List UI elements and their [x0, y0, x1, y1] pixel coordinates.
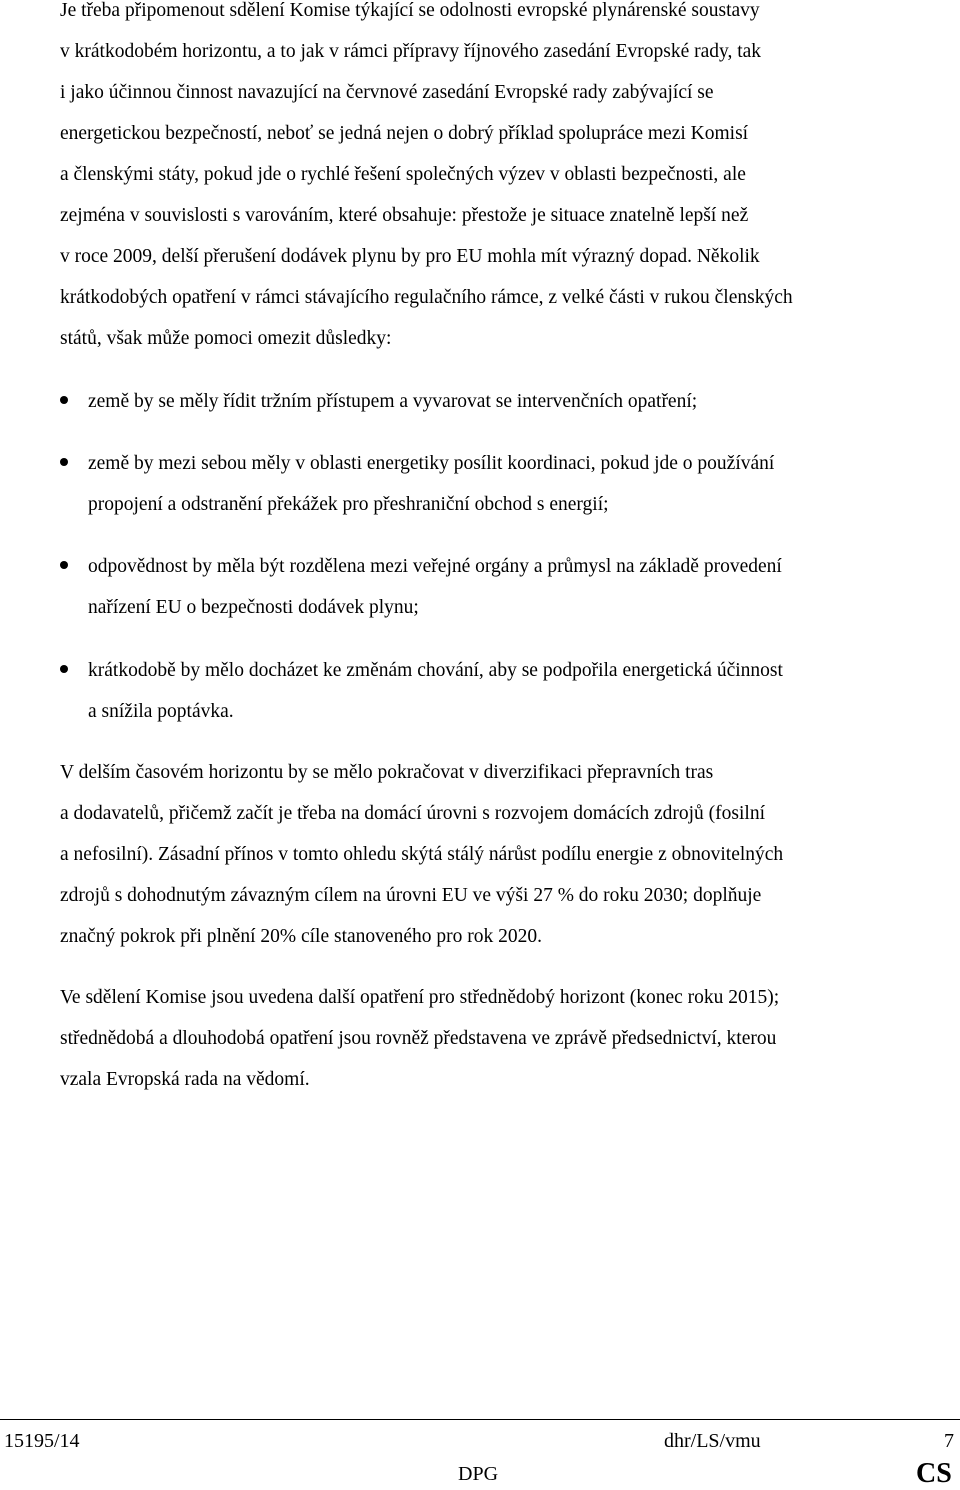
paragraph-line: a členskými státy, pokud jde o rychlé řešení společných výzev v oblasti bezpečnosti, ale	[60, 164, 746, 185]
document-number: 15195/14	[4, 1430, 80, 1452]
paragraph-line: V delším časovém horizontu by se mělo pokračovat v diverzifikaci přepravních tras	[60, 762, 714, 783]
paragraph-line: v krátkodobém horizontu, a to jak v rámci přípravy říjnového zasedání Evropské rady, tak	[60, 41, 762, 62]
paragraph-line: střednědobá a dlouhodobá opatření jsou rovněž představena ve zprávě předsednictví, kterou	[60, 1028, 777, 1049]
paragraph-line: zejména v souvislosti s varováním, které obsahuje: přestože je situace znatelně lepší než	[60, 205, 749, 226]
bullet-line: propojení a odstranění překážek pro přeshraniční obchod s energií;	[88, 494, 609, 515]
paragraph-line: a nefosilní). Zásadní přínos v tomto ohledu skýtá stálý nárůst podílu energie z obnovitelných	[60, 844, 784, 865]
paragraph-line: států, však může pomoci omezit důsledky:	[60, 328, 392, 349]
paragraph-1	[60, 0, 952, 359]
bullet-icon	[60, 396, 68, 404]
bullet-line: nařízení EU o bezpečnosti dodávek plynu;	[88, 597, 419, 618]
paragraph-line: Je třeba připomenout sdělení Komise týkající se odolnosti evropské plynárenské soustavy	[60, 0, 760, 21]
language-code: CS	[916, 1458, 952, 1489]
paragraph-3	[60, 977, 952, 1100]
paragraph-line: krátkodobých opatření v rámci stávajícího regulačního rámce, z velké části v rukou členských	[60, 287, 793, 308]
page-number: 7	[944, 1430, 954, 1452]
paragraph-line: zdrojů s dohodnutým závazným cílem na úrovni EU ve výši 27 % do roku 2030; doplňuje	[60, 885, 762, 906]
bullet-icon	[60, 561, 68, 569]
bullet-line: a snížila poptávka.	[88, 701, 234, 722]
author-initials: dhr/LS/vmu	[664, 1430, 761, 1452]
paragraph-line: i jako účinnou činnost navazující na červnové zasedání Evropské rady zabývající se	[60, 82, 714, 103]
paragraph-line: vzala Evropská rada na vědomí.	[60, 1069, 310, 1090]
bullet-icon	[60, 665, 68, 673]
bullet-line: země by mezi sebou měly v oblasti energetiky posílit koordinaci, pokud jde o používání	[88, 453, 775, 474]
paragraph-2	[60, 752, 952, 957]
paragraph-line: Ve sdělení Komise jsou uvedena další opatření pro střednědobý horizont (konec roku 2015);	[60, 987, 780, 1008]
bullet-line: země by se měly řídit tržním přístupem a vyvarovat se intervenčních opatření;	[88, 391, 698, 412]
bullet-line: krátkodobě by mělo docházet ke změnám chování, aby se podpořila energetická účinnost	[88, 660, 783, 681]
paragraph-line: a dodavatelů, přičemž začít je třeba na domácí úrovni s rozvojem domácích zdrojů (fosilní	[60, 803, 765, 824]
paragraph-line: energetickou bezpečností, neboť se jedná nejen o dobrý příklad spolupráce mezi Komisí	[60, 123, 749, 144]
bullet-line: odpovědnost by měla být rozdělena mezi veřejné orgány a průmysl na základě provedení	[88, 556, 782, 577]
footer-divider	[0, 1419, 960, 1420]
bullet-icon	[60, 458, 68, 466]
paragraph-line: v roce 2009, delší přerušení dodávek plynu by pro EU mohla mít výrazný dopad. Několik	[60, 246, 760, 267]
paragraph-line: značný pokrok při plnění 20% cíle stanoveného pro rok 2020.	[60, 926, 542, 947]
directorate-code: DPG	[458, 1463, 499, 1485]
